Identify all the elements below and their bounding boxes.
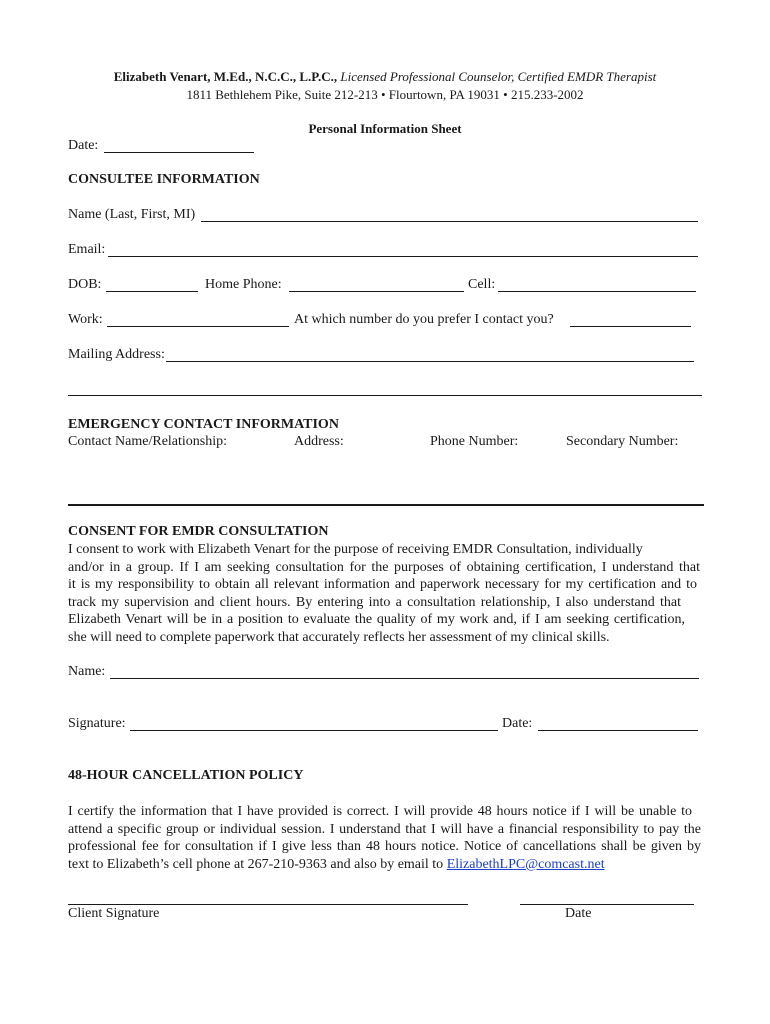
cancellation-line-text: text to Elizabeth’s cell phone at 267-210-9363 and also by email to (68, 856, 447, 872)
date-field[interactable] (104, 152, 254, 153)
mailing-address-label: Mailing Address: (68, 347, 165, 362)
emergency-heading: EMERGENCY CONTACT INFORMATION (68, 417, 339, 432)
consent-date-label: Date: (502, 716, 533, 731)
consent-line: she will need to complete paperwork that accurately reflects her assessment of my clinical skills. (68, 629, 610, 645)
cell-label: Cell: (468, 277, 496, 292)
consent-line: track my supervision and client hours. By entering into a consultation relationship, I also understand that (68, 594, 681, 610)
home-phone-field[interactable] (289, 291, 464, 292)
preferred-number-field[interactable] (570, 326, 691, 327)
consent-heading: CONSENT FOR EMDR CONSULTATION (68, 524, 329, 539)
emergency-col-secondary: Secondary Number: (566, 434, 679, 449)
emergency-col-contact: Contact Name/Relationship: (68, 434, 228, 449)
client-date-field[interactable] (520, 904, 694, 905)
client-signature-field[interactable] (68, 904, 468, 905)
consent-name-field[interactable] (110, 678, 699, 679)
work-field[interactable] (107, 326, 289, 327)
name-label: Name (Last, First, MI) (68, 207, 196, 222)
consent-line: Elizabeth Venart will be in a position to evaluate the quality of my work and, if I am seeking certification, (68, 612, 685, 627)
signature-label: Signature: (68, 716, 126, 731)
consent-line: it is my responsibility to obtain all relevant information and paperwork necessary for my certification and to (68, 577, 697, 592)
preferred-number-label: At which number do you prefer I contact you? (294, 312, 554, 327)
cancellation-heading: 48-HOUR CANCELLATION POLICY (68, 768, 304, 783)
client-signature-label: Client Signature (68, 906, 160, 921)
name-field[interactable] (201, 221, 698, 222)
form-title: Personal Information Sheet (308, 121, 462, 136)
letterhead-name-line (0, 69, 770, 85)
mailing-address-field[interactable] (166, 361, 694, 362)
letterhead-address: 1811 Bethlehem Pike, Suite 212-213 • Flourtown, PA 19031 • 215.233-2002 (186, 87, 584, 102)
work-label: Work: (68, 312, 103, 327)
emergency-entry-line[interactable] (68, 504, 704, 506)
home-phone-label: Home Phone: (205, 277, 282, 292)
date-label: Date: (68, 138, 99, 153)
consent-paragraph (68, 541, 700, 646)
cancellation-line-last (68, 856, 701, 874)
dob-label: DOB: (68, 277, 102, 292)
consent-line: I consent to work with Elizabeth Venart for the purpose of receiving EMDR Consultation, individually (68, 542, 643, 557)
consent-name-label: Name: (68, 664, 106, 679)
cancellation-paragraph (68, 803, 701, 873)
counselor-credentials: Licensed Professional Counselor, Certified EMDR Therapist (340, 69, 657, 84)
counselor-name: Elizabeth Venart, M.Ed., N.C.C., L.P.C., (113, 69, 338, 84)
signature-field[interactable] (130, 730, 498, 731)
consultee-heading: CONSULTEE INFORMATION (68, 172, 260, 187)
cancellation-line: attend a specific group or individual session. I understand that I will have a financial responsibility to pay the (68, 821, 701, 837)
email-label: Email: (68, 242, 106, 257)
email-link[interactable]: ElizabethLPC@comcast.net (446, 856, 605, 872)
consent-line: and/or in a group. If I am seeking consultation for the purposes of obtaining certification, I understand that (68, 559, 700, 575)
cell-field[interactable] (498, 291, 696, 292)
client-date-label: Date (565, 906, 592, 921)
dob-field[interactable] (106, 291, 198, 292)
email-field[interactable] (108, 256, 698, 257)
emergency-col-address: Address: (294, 434, 344, 449)
cancellation-line: I certify the information that I have provided is correct. I will provide 48 hours notice if I will be unable to (68, 804, 692, 819)
consent-date-field[interactable] (538, 730, 698, 731)
cancellation-line: professional fee for consultation if I give less than 48 hours notice. Notice of cancellations shall be given by (68, 839, 701, 854)
emergency-col-phone: Phone Number: (430, 434, 519, 449)
mailing-address-field-line-2[interactable] (68, 395, 702, 396)
